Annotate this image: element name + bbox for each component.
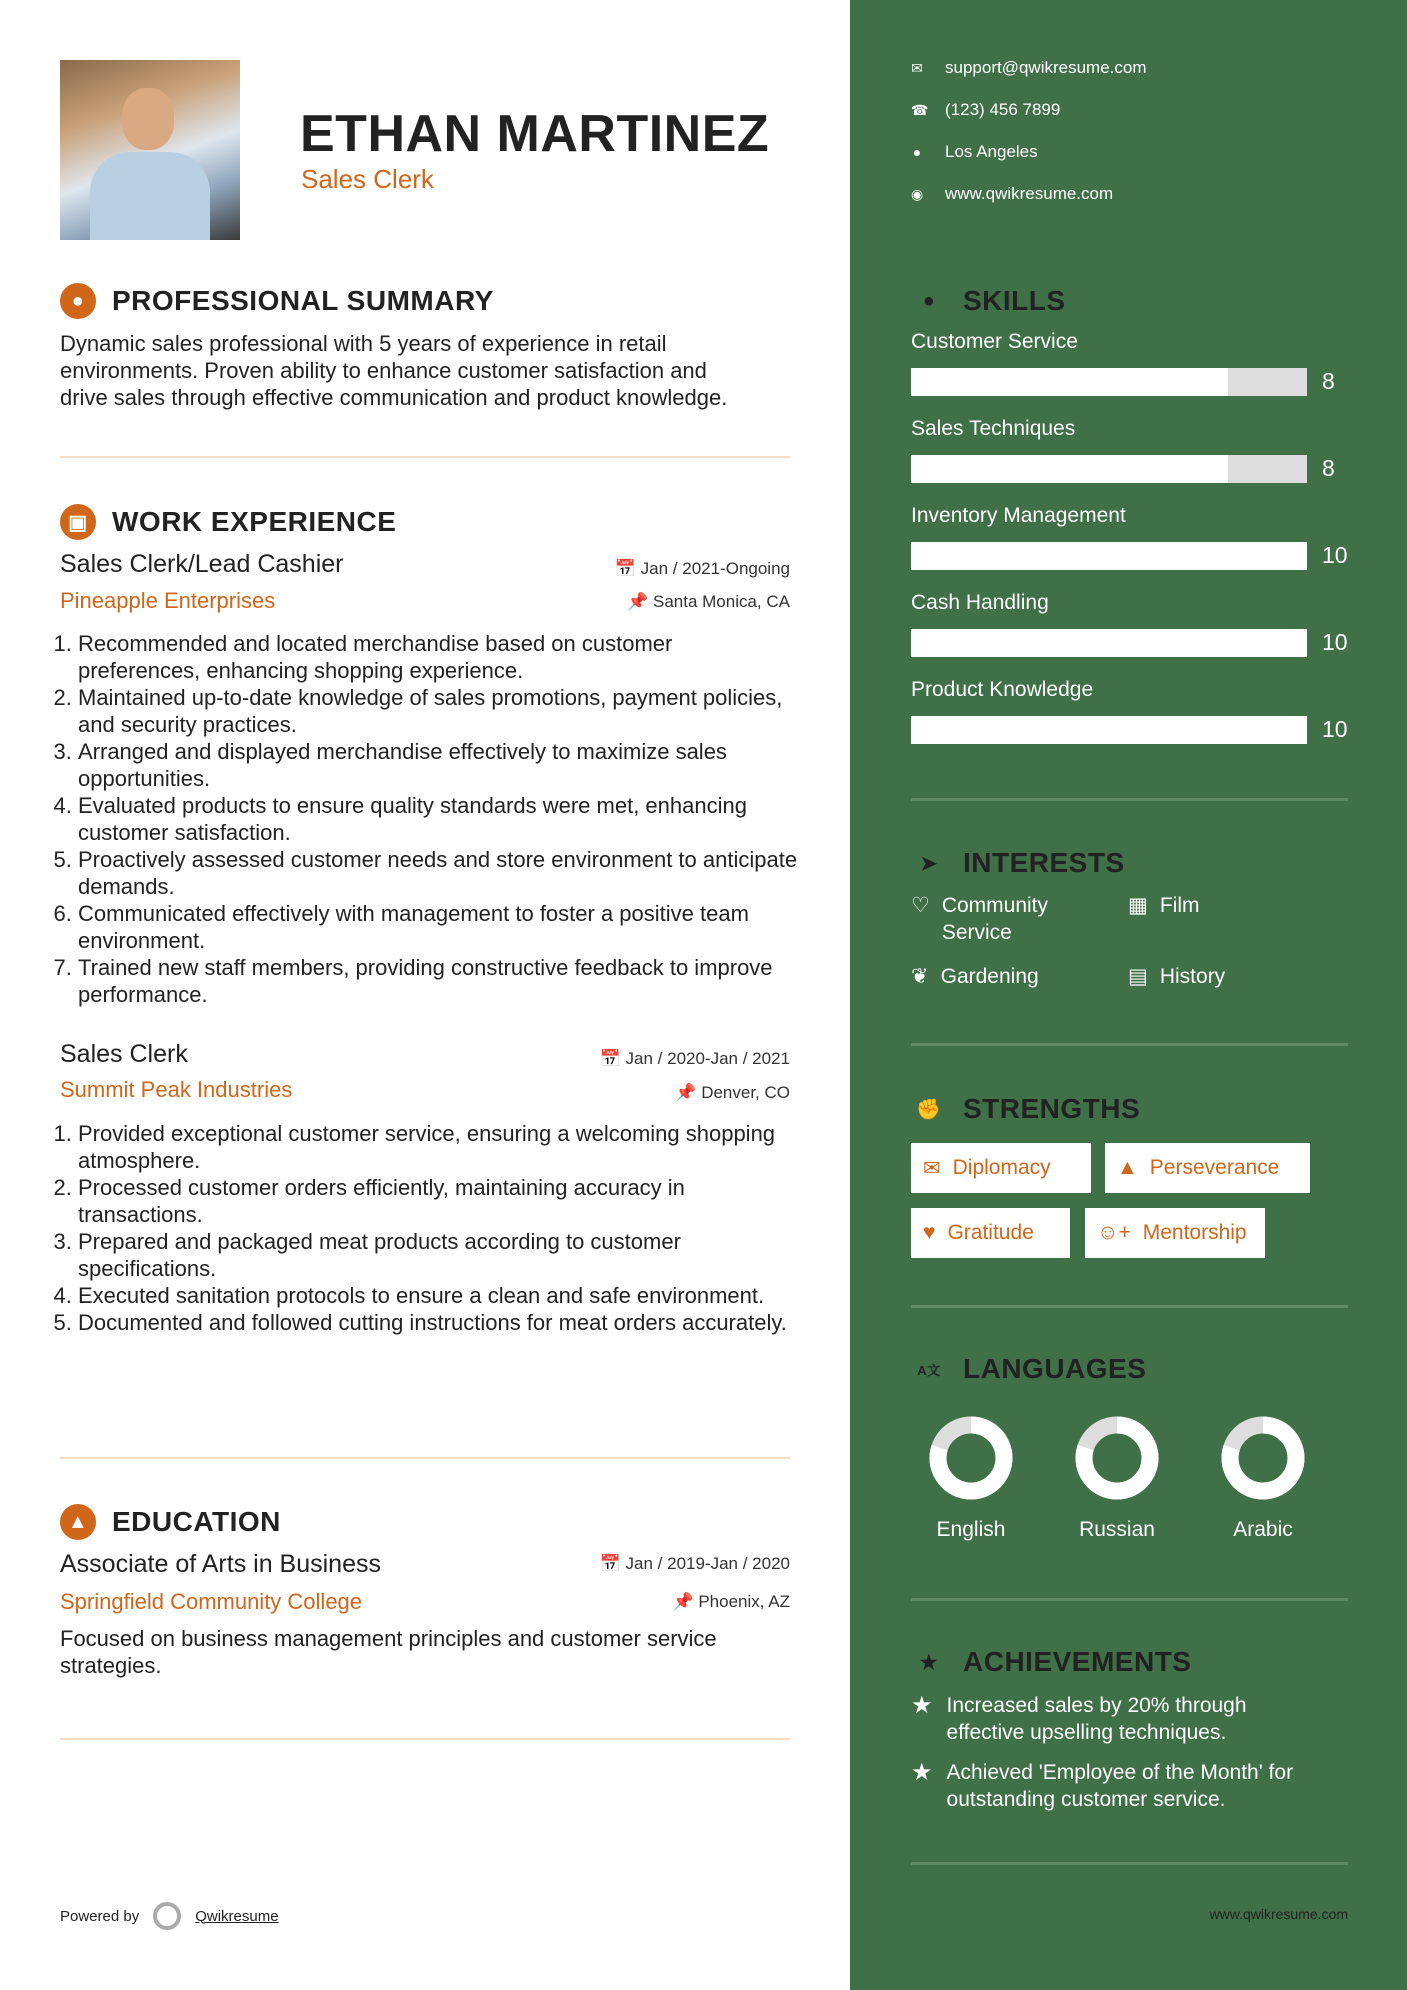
- job-location: 📌 Denver, CO: [675, 1083, 790, 1102]
- interests-heading-text: INTERESTS: [963, 847, 1125, 878]
- education-line: strategies.: [60, 1653, 162, 1678]
- education-date-text: Jan / 2019-Jan / 2020: [625, 1554, 790, 1573]
- qwikresume-logo-icon: [153, 1902, 181, 1930]
- paper-plane-icon: ➤: [920, 852, 938, 875]
- strength-label: Diplomacy: [952, 1156, 1051, 1179]
- interest-item: [1128, 892, 1200, 919]
- candidate-title: Sales Clerk: [301, 164, 434, 194]
- interest-item: [911, 892, 1072, 946]
- contact-email[interactable]: [911, 58, 1147, 78]
- skill-label: Cash Handling: [911, 591, 1049, 614]
- email-text: support@qwikresume.com: [945, 58, 1147, 77]
- divider: [60, 1738, 790, 1740]
- globe-icon: ◉: [911, 185, 924, 202]
- strength-label: Mentorship: [1142, 1221, 1247, 1244]
- summary-text: [60, 330, 727, 411]
- strength-chip: [911, 1208, 1070, 1258]
- job-bullets: [58, 1120, 798, 1336]
- education-line: Focused on business management principles and customer service: [60, 1626, 717, 1651]
- summary-line: environments. Proven ability to enhance customer satisfaction and: [60, 358, 707, 383]
- job-bullet: 3. Arranged and displayed merchandise effectively to maximize sales opportunities.: [78, 738, 798, 792]
- job-bullet: 4. Executed sanitation protocols to ensure a clean and safe environment.: [78, 1282, 798, 1309]
- interest-item: [1128, 963, 1225, 990]
- strength-chip: [1105, 1143, 1310, 1193]
- education-heading-text: EDUCATION: [112, 1506, 281, 1537]
- location-text: Los Angeles: [945, 142, 1038, 161]
- star-badge-icon: ★: [919, 1651, 939, 1674]
- map-pin-icon: ●: [912, 144, 922, 160]
- divider: [911, 1305, 1348, 1308]
- skills-heading-text: SKILLS: [963, 285, 1066, 316]
- language-label: English: [936, 1518, 1006, 1541]
- skill-bar-fill: [911, 542, 1307, 570]
- skill-label: Inventory Management: [911, 504, 1126, 527]
- fist-icon: ✊: [916, 1098, 942, 1121]
- job-bullet: 3. Prepared and packaged meat products according to customer specifications.: [78, 1228, 798, 1282]
- interest-item: [911, 963, 1039, 990]
- briefcase-icon: ▣: [60, 504, 96, 540]
- graduation-icon: ▲: [60, 1504, 96, 1540]
- job-date-text: Jan / 2021-Ongoing: [640, 559, 790, 578]
- language-label: Russian: [1079, 1518, 1155, 1541]
- interest-label: Community Service: [941, 894, 1049, 944]
- skill-label: Product Knowledge: [911, 678, 1094, 701]
- company-name: Pineapple Enterprises: [60, 588, 276, 613]
- user-plus-icon: ☺+: [1097, 1221, 1131, 1244]
- education-date: 📅 Jan / 2019-Jan / 2020: [599, 1554, 790, 1573]
- divider: [911, 1598, 1348, 1601]
- job-date: 📅 Jan / 2021-Ongoing: [614, 559, 790, 578]
- job-bullets: [58, 630, 798, 1008]
- strength-chip: [911, 1143, 1091, 1193]
- job-title: Sales Clerk: [60, 1040, 188, 1068]
- skill-bar-fill: [911, 455, 1228, 483]
- heart-icon: ♥: [923, 1221, 936, 1244]
- film-icon: ▦: [1128, 894, 1148, 917]
- skill-bar: [911, 368, 1307, 396]
- divider: [60, 1457, 790, 1459]
- candidate-name: ETHAN MARTINEZ: [300, 105, 770, 163]
- contact-phone: [911, 100, 1060, 120]
- website-text: www.qwikresume.com: [945, 184, 1114, 203]
- skill-bar-fill: [911, 629, 1307, 657]
- star-icon: ★: [911, 1759, 933, 1786]
- strength-label: Gratitude: [947, 1221, 1034, 1244]
- skill-bar: [911, 455, 1307, 483]
- languages-heading: [911, 1351, 1146, 1387]
- interest-label: Film: [1159, 894, 1200, 917]
- star-icon: ★: [911, 1692, 933, 1719]
- job-bullet: 4. Evaluated products to ensure quality standards were met, enhancing customer satisfaction.: [78, 792, 798, 846]
- skill-value: 10: [1322, 542, 1348, 568]
- skill-value: 10: [1322, 629, 1348, 655]
- summary-heading-text: PROFESSIONAL SUMMARY: [112, 285, 494, 316]
- job-location-text: Denver, CO: [701, 1083, 790, 1102]
- achievement-line: outstanding customer service.: [946, 1788, 1226, 1811]
- skills-heading: [911, 283, 1066, 319]
- job-bullet: 6. Communicated effectively with management to foster a positive team environment.: [78, 900, 798, 954]
- strength-label: Perseverance: [1149, 1156, 1280, 1179]
- achievement-line: Achieved 'Employee of the Month' for: [946, 1761, 1294, 1784]
- road-icon: ▲: [1117, 1156, 1138, 1179]
- contact-website[interactable]: [911, 184, 1113, 204]
- summary-heading: [60, 283, 494, 319]
- job-bullet: 5. Proactively assessed customer needs and store environment to anticipate demands.: [78, 846, 798, 900]
- translate-icon: A文: [917, 1362, 941, 1378]
- handshake-icon: ♡: [911, 894, 930, 917]
- powered-by-text: Powered by: [60, 1907, 140, 1925]
- skill-value: 10: [1322, 716, 1348, 742]
- profile-photo: [60, 60, 240, 240]
- school-name: Springfield Community College: [60, 1589, 363, 1614]
- skill-label: Sales Techniques: [911, 417, 1076, 440]
- achievement-line: Increased sales by 20% through: [946, 1694, 1247, 1717]
- interest-label: History: [1159, 965, 1226, 988]
- skill-value: 8: [1322, 455, 1335, 481]
- qwikresume-link[interactable]: Qwikresume: [195, 1907, 279, 1925]
- strengths-heading: [911, 1091, 1140, 1127]
- achievements-heading-text: ACHIEVEMENTS: [963, 1646, 1192, 1677]
- handshake-icon: ✉: [923, 1156, 941, 1180]
- skill-bar-fill: [911, 368, 1228, 396]
- job-bullet: 1. Recommended and located merchandise based on customer preferences, enhancing shopping experience.: [78, 630, 798, 684]
- achievement-item: [911, 1692, 1247, 1746]
- strengths-heading-text: STRENGTHS: [963, 1093, 1141, 1124]
- leaf-icon: ❦: [911, 965, 929, 988]
- language-donut: [927, 1414, 1015, 1502]
- education-location-text: Phoenix, AZ: [698, 1592, 790, 1611]
- job-bullet: 1. Provided exceptional customer service, ensuring a welcoming shopping atmosphere.: [78, 1120, 798, 1174]
- divider: [911, 798, 1348, 801]
- job-bullet: 5. Documented and followed cutting instructions for meat orders accurately.: [78, 1309, 798, 1336]
- achievement-item: [911, 1759, 1293, 1813]
- job-location-text: Santa Monica, CA: [652, 592, 790, 611]
- language-label: Arabic: [1233, 1518, 1293, 1541]
- job-date: 📅 Jan / 2020-Jan / 2021: [599, 1049, 790, 1068]
- powered-by: [60, 1902, 279, 1930]
- company-name: Summit Peak Industries: [60, 1077, 293, 1102]
- strength-chip: [1085, 1208, 1265, 1258]
- achievements-heading: [911, 1644, 1191, 1680]
- skill-label: Customer Service: [911, 330, 1078, 353]
- degree: Associate of Arts in Business: [60, 1550, 381, 1578]
- interests-heading: [911, 845, 1125, 881]
- interest-label: Gardening: [940, 965, 1039, 988]
- skill-bar: [911, 542, 1307, 570]
- languages-heading-text: LANGUAGES: [963, 1353, 1147, 1384]
- skill-value: 8: [1322, 368, 1335, 394]
- job-title: Sales Clerk/Lead Cashier: [60, 550, 344, 578]
- contact-location: [911, 142, 1038, 162]
- lightbulb-icon: ●: [922, 289, 936, 312]
- phone-text: (123) 456 7899: [945, 100, 1061, 119]
- work-heading-text: WORK EXPERIENCE: [112, 506, 397, 537]
- summary-line: Dynamic sales professional with 5 years of experience in retail: [60, 331, 667, 356]
- skill-bar: [911, 629, 1307, 657]
- job-bullet: 2. Maintained up-to-date knowledge of sales promotions, payment policies, and security practices.: [78, 684, 798, 738]
- divider: [911, 1043, 1348, 1046]
- divider: [60, 456, 790, 458]
- work-heading: [60, 504, 396, 540]
- divider: [911, 1862, 1348, 1865]
- education-heading: [60, 1504, 281, 1540]
- summary-line: drive sales through effective communication and product knowledge.: [60, 385, 728, 410]
- skill-bar-fill: [911, 716, 1307, 744]
- museum-icon: ▤: [1128, 965, 1148, 988]
- language-donut: [1073, 1414, 1161, 1502]
- language-donut: [1219, 1414, 1307, 1502]
- skill-bar: [911, 716, 1307, 744]
- job-bullet: 2. Processed customer orders efficiently, maintaining accuracy in transactions.: [78, 1174, 798, 1228]
- education-location: 📌 Phoenix, AZ: [672, 1592, 790, 1611]
- job-date-text: Jan / 2020-Jan / 2021: [625, 1049, 790, 1068]
- education-description: [60, 1625, 717, 1679]
- footer-url[interactable]: www.qwikresume.com: [1209, 1906, 1348, 1922]
- phone-icon: ☎: [911, 101, 929, 118]
- user-icon: ●: [60, 283, 96, 319]
- envelope-icon: ✉: [911, 59, 923, 76]
- job-location: 📌 Santa Monica, CA: [627, 592, 790, 611]
- job-bullet: 7. Trained new staff members, providing constructive feedback to improve performance.: [78, 954, 798, 1008]
- achievement-line: effective upselling techniques.: [946, 1721, 1227, 1744]
